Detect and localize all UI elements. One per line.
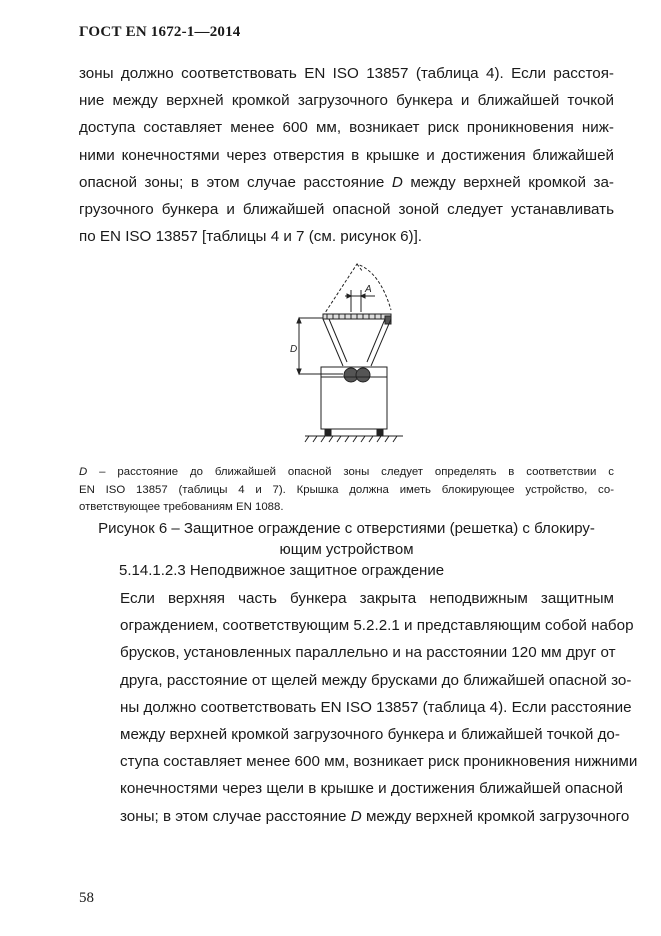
text-line [79, 803, 630, 830]
roll-right [356, 368, 370, 382]
dimension-a-label: A [365, 284, 372, 295]
figure-note [79, 464, 614, 517]
paragraph-2 [79, 585, 638, 830]
text-line [79, 169, 614, 196]
text-line: грузочного бункера и ближайшей опасной зоной следует устанавливать [79, 201, 614, 219]
caption-line: ющим устройством [279, 541, 414, 558]
note-line: ответствующее требованиям EN 1088. [79, 501, 284, 513]
note-line: EN ISO 13857 (таблицы 4 и 7). Крышка должна иметь блокирующее устройство, со- [79, 483, 614, 496]
text-line: между верхней кромкой загрузочного бункера и ближайшей точкой до- [120, 726, 620, 744]
text-line: доступа составляет менее 600 мм, возникает риск проникновения ниж- [79, 119, 614, 137]
text-line: ограждением, соответствующим 5.2.2.1 и представляющим собой набор [120, 617, 634, 635]
text-segment: опасной зоны; в этом случае расстояние [79, 173, 385, 191]
text-segment: между верхней кромкой загрузочного [365, 807, 630, 825]
text-line: брусков, установленных параллельно и на расстоянии 120 мм друг от [120, 644, 616, 662]
variable-d: D [391, 173, 403, 191]
section-heading: 5.14.1.2.3 Неподвижное защитное ограждение [119, 562, 445, 579]
text-segment: – расстояние до ближайшей опасной зоны следует определять в соответствии с [87, 466, 614, 478]
note-line [79, 464, 614, 482]
text-line: ние между верхней кромкой загрузочного бункера и ближайшей точкой [79, 92, 614, 110]
page-number: 58 [79, 890, 94, 906]
text-line: ны должно соответствовать EN ISO 13857 (таблица 4). Если расстояние [120, 698, 632, 716]
variable-d: D [350, 807, 362, 825]
text-segment: между верхней кромкой за- [410, 173, 614, 191]
text-line: конечностями через щели в крышке и достижения ближайшей опасной [120, 780, 623, 798]
text-segment: зоны; в этом случае расстояние [120, 807, 347, 825]
caption-line: Рисунок 6 – Защитное ограждение с отверстиями (решетка) с блокиру- [98, 520, 595, 537]
figure-hopper-guard [285, 250, 415, 455]
paragraph-1 [79, 60, 614, 250]
text-line: Если верхняя часть бункера закрыта неподвижным защитным [120, 590, 614, 607]
lid-open-position [323, 264, 391, 316]
text-line: друга, расстояние от щелей между брусками до ближайшей опасной зо- [120, 671, 632, 689]
figure-caption [79, 518, 614, 560]
dimension-d-label: D [290, 344, 298, 355]
text-line: зоны должно соответствовать EN ISO 13857 (таблица 4). Если расстоя- [79, 65, 614, 82]
document-header: ГОСТ EN 1672-1—2014 [79, 24, 241, 40]
text-line: по EN ISO 13857 [таблицы 4 и 7 (см. рисунок 6)]. [79, 228, 423, 246]
variable-d: D [79, 466, 88, 478]
text-line: ними конечностями через отверстия в крышке и достижения ближайшей [79, 146, 614, 164]
text-line: ступа составляет менее 600 мм, возникает риск проникновения нижними [120, 753, 638, 771]
hopper-drawing [285, 250, 415, 450]
